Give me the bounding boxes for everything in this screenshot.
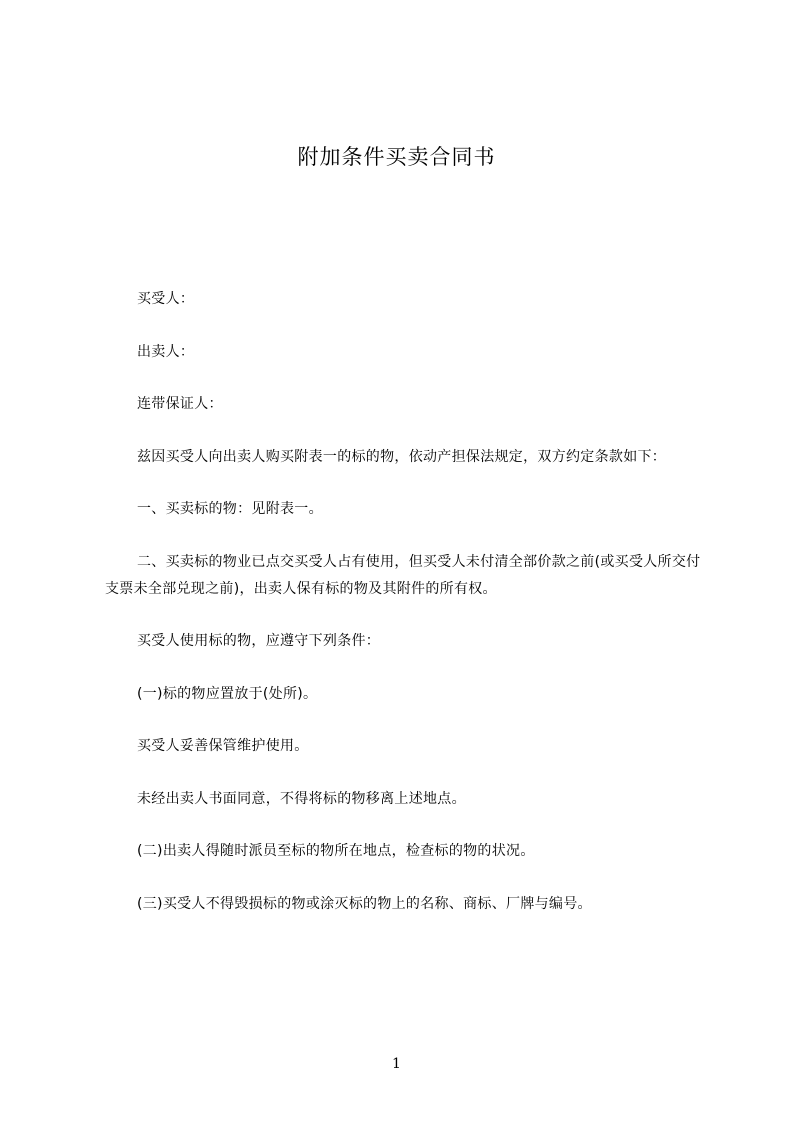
paragraph-clause-1: 一、买卖标的物：见附表一。 [137, 501, 323, 517]
paragraph-condition-2: (二)出卖人得随时派员至标的物所在地点，检查标的物的状况。 [137, 843, 535, 859]
paragraph-usage-conditions: 买受人使用标的物，应遵守下列条件： [137, 633, 381, 649]
paragraph-clause-2: 二、买卖标的物业已点交买受人占有使用，但买受人未付清全部价款之前(或买受人所交付支票未全部兑现之前)，出卖人保有标的物及其附件的所有权。 [105, 553, 701, 597]
paragraph-condition-1-care: 买受人妥善保管维护使用。 [137, 738, 309, 754]
document-title: 附加条件买卖合同书 [297, 145, 496, 169]
paragraph-guarantor: 连带保证人： [137, 396, 223, 412]
paragraph-condition-1-relocation: 未经出卖人书面同意，不得将标的物移离上述地点。 [137, 790, 466, 807]
document-body [105, 286, 705, 943]
paragraph-preamble: 兹因买受人向出卖人购买附表一的标的物，依动产担保法规定，双方约定条款如下： [137, 448, 667, 465]
paragraph-condition-3: (三)买受人不得毁损标的物或涂灭标的物上的名称、商标、厂牌与编号。 [137, 895, 592, 912]
paragraph-buyer: 买受人： [137, 291, 195, 307]
paragraph-condition-1: (一)标的物应置放于(处所)。 [137, 685, 318, 702]
page-number: 1 [392, 1056, 401, 1072]
paragraph-seller: 出卖人： [137, 343, 195, 360]
